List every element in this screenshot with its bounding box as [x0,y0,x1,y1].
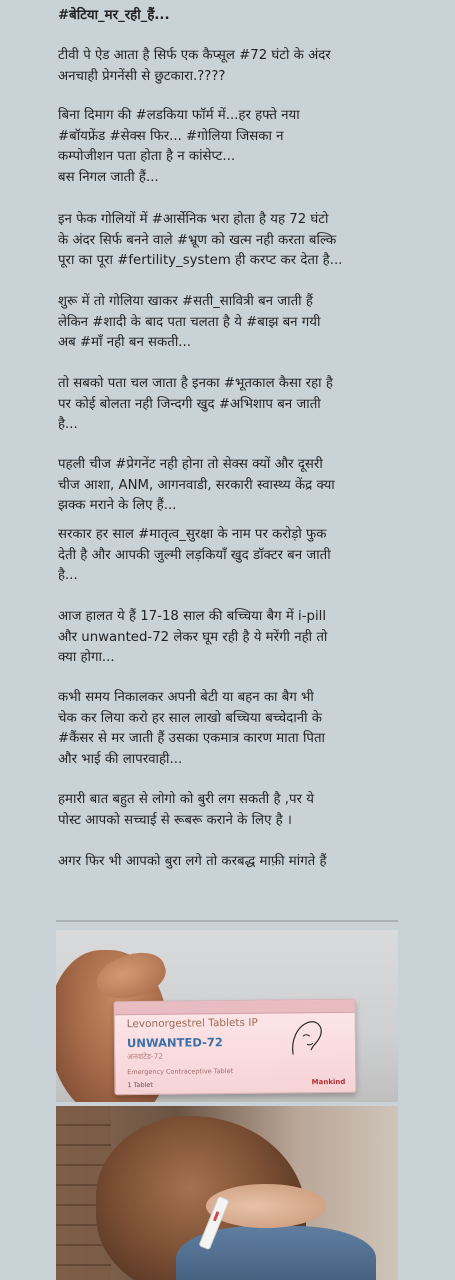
separator-line [56,920,398,922]
post-paragraph: टीवी पे ऐड आता है सिर्फ एक कैप्सूल #72 घंटो के अंदर अनचाही प्रेगनेंसी से छुटकारा.???? [58,48,331,84]
sad-girl-photo[interactable] [56,1106,398,1280]
post-paragraph: बिना दिमाग की #लडकिया फॉर्म में...हर हफ्ते नया #बॉयफ्रेंड #सेक्स फिर... #गोलिया जिसका न कम्पोजीशन पता होता है न कांसेप्ट... बस निगल जाती हैं... [58,108,300,185]
post-paragraph: कभी समय निकालकर अपनी बेटी या बहन का बैग भी चेक कर लिया करो हर साल लाखो बच्चिया बच्चेदानी के #कैंसर से मर जाती हैं उसका एकमात्र कारण माता पिता और भाई की लापरवाही... [58,690,325,767]
post-paragraph: इन फेक गोलियों में #आर्सेनिक भरा होता है यह 72 घंटो के अंदर सिर्फ बनने वाले #भ्रूण को खत्म नही करता बल्कि पूरा का पूरा #fertility_system ही करप्ट कर देता है... [58,212,343,268]
medicine-box [114,999,357,1096]
pack-title: Levonorgestrel Tablets IP [126,1016,258,1031]
pack-subtitle: अनवांटेड-72 [127,1051,164,1062]
pack-brand: UNWANTED-72 [126,1035,223,1051]
post-paragraph: तो सबको पता चल जाता है इनका #भूतकाल कैसा रहा है पर कोई बोलता नही जिन्दगी खुद #अभिशाप बन जाती है... [58,376,333,432]
post-paragraph: सरकार हर साल #मातृत्व_सुरक्षा के नाम पर करोड़ो फुक देती है और आपकी जुल्मी लड़कियाँ खुद डॉक्टर बन जाती है... [58,527,331,583]
post-title: #बेटिया_मर_रही_हैं... [58,8,170,23]
pill-box-photo[interactable] [56,930,398,1102]
post-paragraph: आज हालत ये हैं 17-18 साल की बच्चिया बैग में i-pill और unwanted-72 लेकर घूम रही है ये मरेंगी नही तो क्या होगा... [58,609,328,665]
post-paragraph: पहली चीज #प्रेगनेंट नही होना तो सेक्स क्यों और दूसरी चीज आशा, ANM, आगनवाडी, सरकारी स्वास्थ्य केंद्र क्या झक्क मराने के लिए हैं... [58,457,335,513]
pack-note: Emergency Contraceptive Tablet [127,1067,234,1077]
pack-maker-logo: Mankind [311,1077,346,1087]
post-paragraph: हमारी बात बहुत से लोगो को बुरी लग सकती है ,पर ये पोस्ट आपको सच्चाई से रूबरू कराने के लिए है । [58,792,314,828]
post-paragraph: शुरू में तो गोलिया खाकर #सती_सावित्री बन जाती हैं लेकिन #शादी के बाद पता चलता है ये #बाझ बन गयी अब #माँ नही बन सकती... [58,294,321,350]
post-paragraph: अगर फिर भी आपको बुरा लगे तो करबद्ध माफ़ी मांगते हैं [58,854,327,869]
face-sketch-icon [283,1014,328,1062]
pack-count: 1 Tablet [127,1080,153,1090]
